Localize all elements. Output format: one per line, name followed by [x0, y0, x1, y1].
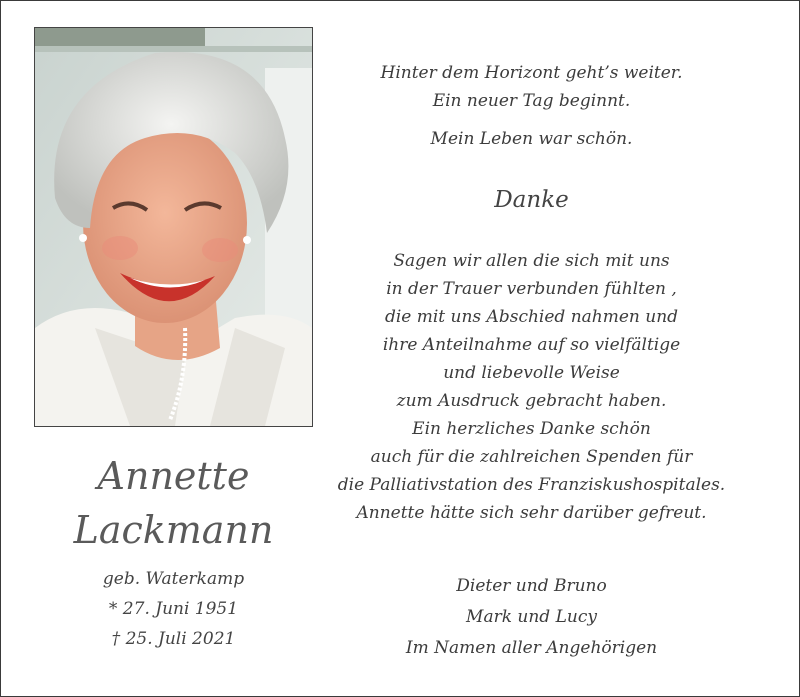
- deceased-name: [34, 449, 313, 557]
- verse-line: Ein neuer Tag beginnt.: [432, 91, 631, 111]
- thanks-line: in der Trauer verbunden fühlten ,: [386, 279, 677, 299]
- thanks-text: [319, 247, 744, 527]
- maiden-name: geb. Waterkamp: [102, 569, 245, 589]
- thanks-line: auch für die zahlreichen Spenden für: [370, 447, 693, 467]
- verse-line: Hinter dem Horizont geht’s weiter.: [380, 63, 683, 83]
- thanks-line: Ein herzliches Danke schön: [412, 419, 651, 439]
- signatories: [319, 571, 744, 664]
- deceased-details: [34, 564, 313, 654]
- verse: [319, 59, 744, 153]
- thanks-line: Sagen wir allen die sich mit uns: [393, 251, 670, 271]
- signatory-line: Mark und Lucy: [466, 607, 597, 627]
- danke-heading: Danke: [494, 187, 569, 213]
- thanks-line: und liebevolle Weise: [443, 363, 620, 383]
- birth-date: * 27. Juni 1951: [108, 599, 239, 619]
- thanks-line: die Palliativstation des Franziskushospitales.: [337, 475, 726, 495]
- thanks-line: zum Ausdruck gebracht haben.: [396, 391, 667, 411]
- death-date: † 25. Juli 2021: [111, 629, 236, 649]
- signatory-line: Im Namen aller Angehörigen: [405, 638, 658, 658]
- portrait-photo: [34, 27, 313, 427]
- portrait-illustration: [35, 28, 312, 426]
- verse-line: Mein Leben war schön.: [430, 129, 633, 149]
- thanks-line: die mit uns Abschied nahmen und: [384, 307, 679, 327]
- thanks-line: ihre Anteilnahme auf so vielfältige: [382, 335, 681, 355]
- thanks-line: Annette hätte sich sehr darüber gefreut.: [356, 503, 707, 523]
- first-name: Annette: [97, 454, 250, 498]
- signatory-line: Dieter und Bruno: [456, 576, 607, 596]
- last-name: Lackmann: [73, 508, 274, 552]
